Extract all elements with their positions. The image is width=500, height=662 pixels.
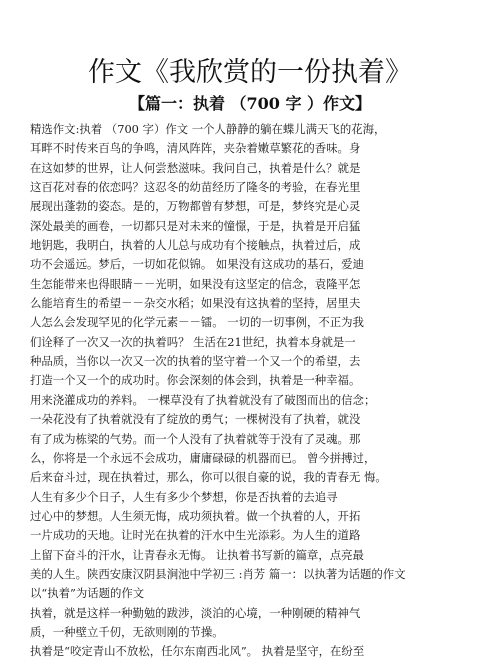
- text-line: 执着是“咬定青山不放松，任尔东南西北风”。 执着是坚守，在纷至: [30, 644, 365, 659]
- text-line: 质，一种壁立千仞，无欲则刚的节操。: [30, 624, 224, 639]
- text-line: 一朵花没有了执着就没有了绽放的勇气；一棵树没有了执着，就没: [30, 412, 361, 427]
- text-line: 有了成为栋梁的气势。而一个人没有了执着就等于没有了灵魂。那: [30, 431, 361, 446]
- document-subtitle: 【篇一：执着 （700 字 ）作文】: [128, 94, 372, 113]
- text-line: 用来浇灌成功的养料。 一棵草没有了执着就没有了破图而出的信念；: [30, 392, 376, 407]
- text-line: 们诠释了一次又一次的执着吗？ 生活在21世纪，执着本身就是一: [30, 334, 356, 349]
- text-line: 后来奋斗过，现在执着过，那么，你可以很自豪的说，我的青春无 悔。: [30, 470, 387, 485]
- document-title: 作文《我欣赏的一份执着》: [88, 57, 412, 88]
- text-line: 功不会遥远。梦后，一切如花似锦。 如果没有这成功的基石，爱迪: [30, 257, 364, 272]
- text-line: 在这如梦的世界，让人何尝愁滋味。我问自己，执着是什么？就是: [30, 160, 361, 175]
- text-line: 一片成功的天地。让时光在执着的汗水中生光添彩。为人生的道路: [30, 528, 361, 543]
- text-line: 耳畔不时传来百鸟的争鸣，清风阵阵，夹杂着嫩草繁花的香味。身: [30, 141, 361, 156]
- text-line: 展现出蓬勃的姿态。是的，万物都曾有梦想，可是，梦终究是心灵: [30, 199, 361, 214]
- text-line: 执着，就是这样一种勤勉的跋涉，淡泊的心境，一种刚硬的精神气: [30, 605, 361, 620]
- text-line: 精选作文:执着 （700 字）作文 一个人静静的躺在蝶儿满天飞的花海，: [30, 122, 386, 136]
- text-line: 人怎么会发现罕见的化学元素－－镭。 一切的一切事例，不正为我: [30, 315, 364, 330]
- text-line: 这百花对春的依恋吗？这忍冬的幼苗经历了隆冬的考验，在春光里: [30, 180, 361, 195]
- text-line: 人生有多少个日子，人生有多少个梦想，你是否执着的去追寻: [30, 489, 338, 504]
- text-line: 种品质，当你以一次又一次的执着的坚守着一个又一个的希望，去: [30, 354, 361, 369]
- text-line: 深处最美的画卷，一切都只是对未来的憧憬，于是，执着是开启猛: [30, 218, 361, 233]
- text-line: 美的人生。陕西安康汉阴县涧池中学初三 :肖芳 篇一：以执著为话题的作文: [30, 566, 406, 581]
- text-line: 过心中的梦想。人生须无悔，成功须执着。做一个执着的人，开拓: [30, 508, 361, 523]
- essay-body: [30, 120, 480, 662]
- text-line: 以“执着”为话题的作文: [30, 586, 145, 601]
- text-line: 地钥匙，我明白，执着的人儿总与成功有个接触点，执着过后，成: [30, 238, 361, 253]
- text-line: 么，你将是一个永远不会成功，庸庸碌碌的机器而已。 曾今拼搏过，: [30, 450, 376, 465]
- text-line: 上留下奋斗的汗水，让青春永无悔。 让执着书写新的篇章，点亮最: [30, 547, 364, 562]
- text-line: 生怎能带来也得眼睛－－光明，如果没有这坚定的信念，袁隆平怎: [30, 276, 361, 291]
- text-line: 么能培育生的希望－－杂交水稻；如果没有这执着的坚持，居里夫: [30, 296, 361, 311]
- text-line: 打造一个又一个的成功时。你会深刻的体会到，执着是一种幸福。: [30, 373, 361, 388]
